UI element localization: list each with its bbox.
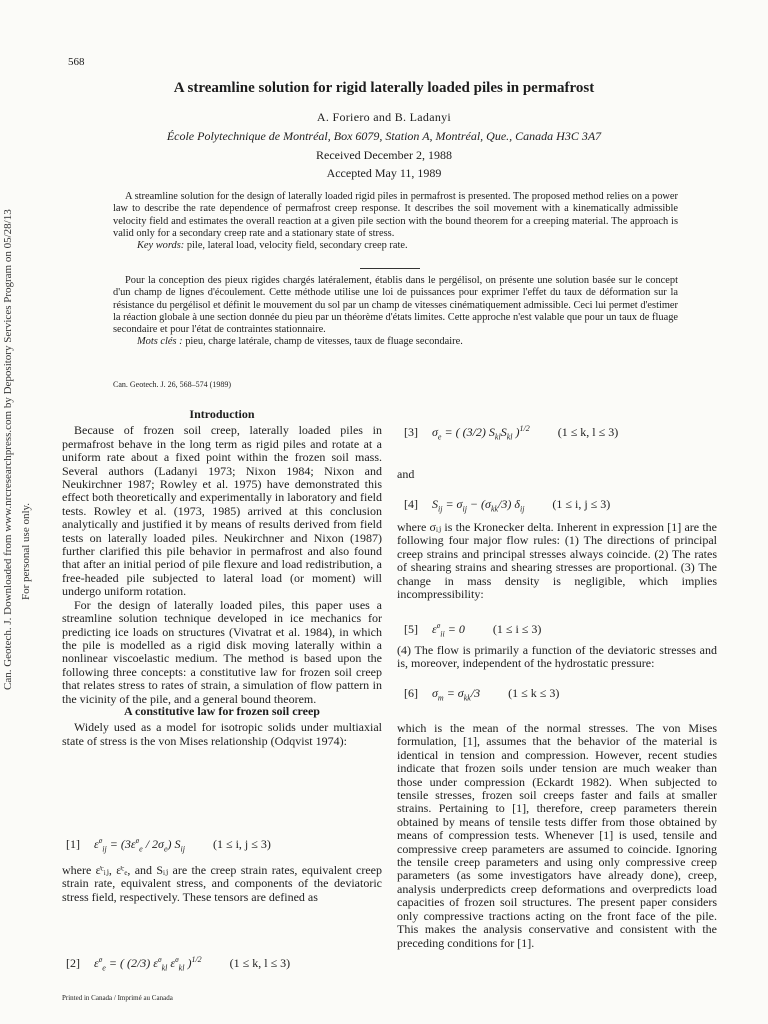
deviatoric-paragraph: (4) The flow is primarily a function of the deviatoric stresses and is, moreover, independent of the hydrostatic pressure: <box>397 643 717 671</box>
equation-4-condition: (1 ≤ i, j ≤ 3) <box>552 497 611 511</box>
received-date: Received December 2, 1988 <box>316 148 452 162</box>
page-number: 568 <box>68 56 85 68</box>
equation-2-number: [2] <box>66 956 80 970</box>
introduction-heading: Introduction <box>189 407 255 421</box>
intro-paragraph-2: For the design of laterally loaded piles, this paper uses a streamline solution technique developed in ice mechanics for predicting ice loads on structures (Vivatrat et al. 1984), in which the pile is modelled as a rigid disk moving laterally within a nonlinear viscoelastic medium. The method is based upon the following three concepts: a constitutive law for frozen soil creep that relates stress to rates of strain, a simulation of flow pattern in the vicinity of the pile, and a general bound theorem. <box>62 597 382 706</box>
keywords-fr <box>113 336 678 348</box>
von-mises-paragraph: which is the mean of the normal stresses. The von Mises formulation, [1], assumes that the behavior of the material is identical in tension and compression. However, recent studies indicate that frozen soils under tension are much weaker than those under compression (Eckardt 1982). When subjected to tensile stresses, frozen soil creeps faster and fails at smaller strains. Pertaining to [1], therefore, creep parameters therein obtained by means of tensile tests differ from those obtained by means of compression tests. Whenever [1] is used, tensile and compressive creep parameters are assumed to coincide. Ignoring the tensile creep parameters and using only compressive creep parameters (as some investigators have already done), creep, analysis underpredicts creep deformations and overpredicts load capacities of frozen soil structures. The present paper considers only compressive tractions acting on the front face of the pile. This makes the analysis conservative and consistent with the preceding conditions for [1]. <box>397 721 717 950</box>
keywords-fr-list: pieu, charge latérale, champ de vitesses, taux de fluage secondaire. <box>182 336 463 348</box>
constitutive-law-heading: A constitutive law for frozen soil creep <box>124 704 320 718</box>
article-title: A streamline solution for rigid laterally loaded piles in permafrost <box>173 80 595 96</box>
abstract-french <box>113 275 678 349</box>
keywords-en <box>113 240 678 252</box>
constitutive-law-section <box>62 705 382 748</box>
law-paragraph-1: Widely used as a model for isotropic solids under multiaxial state of stress is the von Mises relationship (Odqvist 1974): <box>62 720 382 748</box>
equation-3-condition: (1 ≤ k, l ≤ 3) <box>557 425 619 439</box>
flow-rules-block <box>397 521 717 601</box>
equation-5-condition: (1 ≤ i ≤ 3) <box>492 622 542 636</box>
equation-2: [2] ε̇$^c_e$ = ( (2/3) ε̇$^c_{kl}$ ε̇$^c_{kl}$ )$^{1/2}$ (1 ≤ k, l ≤ 3) <box>66 955 291 973</box>
accepted-date: Accepted May 11, 1989 <box>326 166 442 180</box>
von-mises-discussion-block <box>397 722 717 950</box>
equation-6-condition: (1 ≤ k ≤ 3) <box>508 686 560 700</box>
equation-5: [5] ε̇$^c_{ii}$ = 0 (1 ≤ i ≤ 3) <box>404 621 542 639</box>
keywords-en-list: pile, lateral load, velocity field, secondary creep rate. <box>184 240 408 252</box>
law-paragraph-2-block <box>62 864 382 904</box>
abstract-en-text: A streamline solution for the design of laterally loaded rigid piles in permafrost is presented. The proposed method relies on a power law to describe the rate dependence of permafrost creep response. It describes the soil movement with a kinematically admissible velocity field and estimates the overall reaction at a given pile section with the bound theorem for a creeping material. The approach is valid only for a secondary creep rate and a stationary state of stress. <box>113 191 678 239</box>
introduction-section <box>62 408 382 706</box>
keywords-fr-label: Mots clés : <box>137 336 183 348</box>
affiliation: École Polytechnique de Montréal, Box 6079, Station A, Montréal, Que., Canada H3C 3A7 <box>166 129 602 143</box>
keywords-en-label: Key words: <box>137 240 185 252</box>
deviatoric-block <box>397 644 717 671</box>
and-connector: and <box>397 467 415 481</box>
equation-5-number: [5] <box>404 622 418 636</box>
abstract-divider <box>360 268 420 269</box>
print-footer: Printed in Canada / Imprimé au Canada <box>62 994 173 1002</box>
flow-rules-paragraph: where σᵢⱼ is the Kronecker delta. Inherent in expression [1] are the following four major flow rules: (1) The directions of principal creep strains and principal stresses always coincide. (2) The rates of shearing strains and shearing stresses are proportional. (3) The change in mass density is negligible, which implies incompressibility: <box>397 520 717 602</box>
equation-6-number: [6] <box>404 686 418 700</box>
equation-3-number: [3] <box>404 425 418 439</box>
personal-use-notice: For personal use only. <box>20 502 32 600</box>
abstract-fr-text: Pour la conception des pieux rigides chargés latéralement, établis dans le pergélisol, on présente une solution basée sur le concept d'un champ de lignes d'écoulement. Cette méthode utilise une loi de puissances pour exprimer l'effet du taux de déformation sur la résistance du pergélisol et définit le mouvement du sol par un champ de vitesses cinématiquement admissible. Ceci lui permet d'estimer la réaction globale à une section donnée du pieu par un théorème d'états limites. Cette approche n'est valable que pour un taux de fluage secondaire et pour l'état de contraintes stationnaire. <box>113 275 678 336</box>
equation-1-condition: (1 ≤ i, j ≤ 3) <box>212 837 271 851</box>
equation-6: [6] $\sigma_m = \sigma_{kk}/3$ (1 ≤ k ≤ 3) <box>404 686 560 703</box>
equation-1: [1] ε̇$^c_{ij}$ = (3ε̇$^c_e$ / $2\sigma_e$) $S_{ij}$ (1 ≤ i, j ≤ 3) <box>66 836 271 854</box>
download-notice: Can. Geotech. J. Downloaded from www.nrcresearchpress.com by Depository Services Program on 05/28/13 <box>2 209 14 690</box>
equation-4: [4] $S_{ij} = \sigma_{ij} - (\sigma_{kk}/3)$ $\delta_{ij}$ (1 ≤ i, j ≤ 3) <box>404 497 611 514</box>
equation-1-number: [1] <box>66 837 80 851</box>
authors: A. Foriero and B. Ladanyi <box>316 110 452 124</box>
journal-citation: Can. Geotech. J. 26, 568–574 (1989) <box>113 380 231 389</box>
equation-2-condition: (1 ≤ k, l ≤ 3) <box>229 956 291 970</box>
law-paragraph-2: where ε̇ᶜᵢⱼ, ε̇ᶜₑ, and Sᵢⱼ are the creep strain rates, equivalent creep strain rate, equivalent stress, and components of the deviatoric stress field, respectively. These tensors are defined as <box>62 863 382 904</box>
abstract-english <box>113 191 678 252</box>
intro-paragraph-1: Because of frozen soil creep, laterally loaded piles in permafrost behave in the long term as rigid piles and rotate at a uniform rate about a fixed point within the frozen soil mass. Several authors (Ladanyi 1973; Nixon 1984; Nixon and Neukirchner 1987; Rowley et al. 1975) have demonstrated this effect both theoretically and experimentally in laboratory and field tests. Rowley et al. (1973, 1985) arrived at this conclusion analytically and justified it by means of results derived from field tests on laterally loaded piles. Neukirchner and Nixon (1987) further clarified this pile behavior in permafrost and also found that after an initial period of pile flexure and load redistribution, a free-headed pile subjected to lateral load (or moment) will undergo uniform rotation. <box>62 423 382 599</box>
equation-3: [3] $\sigma_e$ = ( (3/2) $S_{kl}S_{kl}$ )$^{1/2}$ (1 ≤ k, l ≤ 3) <box>404 424 619 442</box>
equation-4-number: [4] <box>404 497 418 511</box>
